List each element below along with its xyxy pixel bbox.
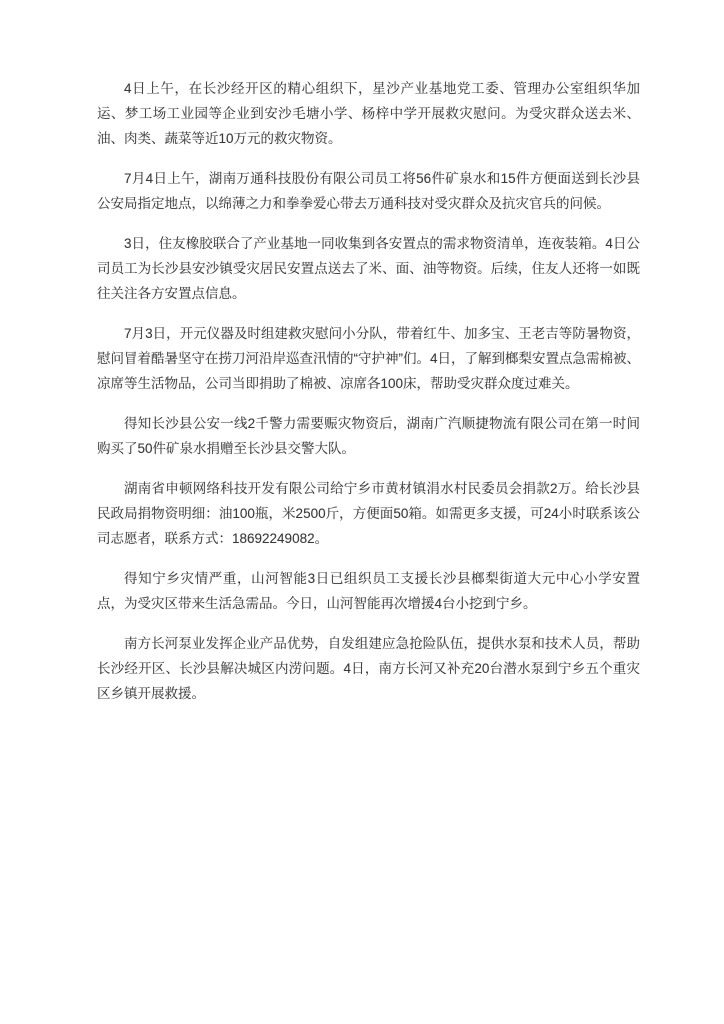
- paragraph: 湖南省申顿网络科技开发有限公司给宁乡市黄材镇涓水村民委员会捐款2万。给长沙县民政局捐物资明细：油100瓶，米2500斤，方便面50箱。如需更多支援，可24小时联系该公司志愿者，联系方式：18692249082。: [97, 481, 640, 546]
- article-body: [97, 76, 640, 721]
- paragraph: 得知宁乡灾情严重，山河智能3日已组织员工支援长沙县榔梨街道大元中心小学安置点，为受灾区带来生活急需品。今日，山河智能再次增援4台小挖到宁乡。: [97, 571, 640, 611]
- paragraph: 7月3日，开元仪器及时组建救灾慰问小分队，带着红牛、加多宝、王老吉等防暑物资，慰问冒着酷暑坚守在捞刀河沿岸巡查汛情的“守护神”们。4日，了解到榔梨安置点急需棉被、凉席等生活物品，公司当即捐助了棉被、凉席各100床，帮助受灾群众度过难关。: [97, 326, 640, 391]
- paragraph: 3日，住友橡胶联合了产业基地一同收集到各安置点的需求物资清单，连夜装箱。4日公司员工为长沙县安沙镇受灾居民安置点送去了米、面、油等物资。后续，住友人还将一如既往关注各方安置点信息。: [97, 236, 640, 301]
- paragraph: 7月4日上午，湖南万通科技股份有限公司员工将56件矿泉水和15件方便面送到长沙县公安局指定地点，以绵薄之力和拳拳爱心带去万通科技对受灾群众及抗灾官兵的问候。: [97, 171, 640, 211]
- paragraph: 4日上午，在长沙经开区的精心组织下，星沙产业基地党工委、管理办公室组织华加运、梦工场工业园等企业到安沙毛塘小学、杨梓中学开展救灾慰问。为受灾群众送去米、油、肉类、蔬菜等近10万元的救灾物资。: [97, 81, 640, 146]
- paragraph: 得知长沙县公安一线2千警力需要赈灾物资后，湖南广汽顺捷物流有限公司在第一时间购买了50件矿泉水捐赠至长沙县交警大队。: [97, 416, 640, 456]
- paragraph: 南方长河泵业发挥企业产品优势，自发组建应急抢险队伍，提供水泵和技术人员，帮助长沙经开区、长沙县解决城区内涝问题。4日，南方长河又补充20台潜水泵到宁乡五个重灾区乡镇开展救援。: [97, 636, 640, 701]
